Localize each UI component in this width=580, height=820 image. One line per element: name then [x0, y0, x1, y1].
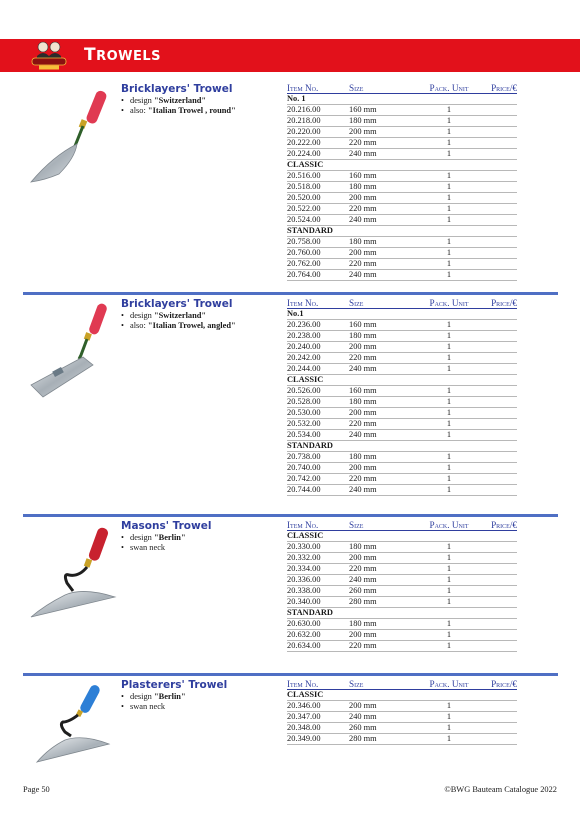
table-row	[287, 116, 517, 127]
feature-item: • design "Berlin"	[121, 692, 186, 702]
table-row	[287, 270, 517, 281]
page-title: TROWELS	[84, 45, 162, 65]
table-cell	[477, 641, 517, 652]
feature-item: • design "Switzerland"	[121, 311, 236, 321]
table-cell: 1	[421, 485, 477, 496]
table-cell: 1	[421, 342, 477, 353]
table-cell: 220 mm	[349, 474, 421, 485]
table-cell: 20.332.00	[287, 553, 349, 564]
table-cell: 20.630.00	[287, 619, 349, 630]
table-cell: 1	[421, 641, 477, 652]
table-cell: 1	[421, 237, 477, 248]
table-cell: 1	[421, 408, 477, 419]
table-cell: 1	[421, 204, 477, 215]
item-table	[287, 520, 517, 652]
table-cell: 1	[421, 734, 477, 745]
table-cell	[477, 138, 517, 149]
table-cell	[477, 171, 517, 182]
table-cell: CLASSIC	[287, 160, 517, 171]
table-cell: 1	[421, 193, 477, 204]
feature-item: • design "Berlin"	[121, 533, 186, 543]
section-separator	[23, 292, 558, 295]
table-cell: 1	[421, 575, 477, 586]
table-cell	[477, 259, 517, 270]
table-row	[287, 701, 517, 712]
table-row	[287, 364, 517, 375]
table-cell: 240 mm	[349, 270, 421, 281]
table-cell: STANDARD	[287, 226, 517, 237]
group-row	[287, 690, 517, 701]
group-row	[287, 441, 517, 452]
table-cell	[477, 485, 517, 496]
table-cell: 160 mm	[349, 105, 421, 116]
table-cell: 180 mm	[349, 331, 421, 342]
table-cell: 20.758.00	[287, 237, 349, 248]
table-cell: Item No.	[287, 679, 349, 690]
table-cell: STANDARD	[287, 441, 517, 452]
table-row	[287, 237, 517, 248]
table-row	[287, 149, 517, 160]
table-cell: 1	[421, 564, 477, 575]
table-cell	[477, 408, 517, 419]
table-cell: 240 mm	[349, 364, 421, 375]
table-row	[287, 641, 517, 652]
table-row	[287, 463, 517, 474]
table-cell: 160 mm	[349, 320, 421, 331]
table-header-row	[287, 520, 517, 531]
table-cell: 1	[421, 331, 477, 342]
table-cell	[477, 474, 517, 485]
page-number: Page 50	[23, 785, 50, 794]
table-cell: 280 mm	[349, 597, 421, 608]
table-cell: 20.349.00	[287, 734, 349, 745]
table-cell: 1	[421, 630, 477, 641]
table-row	[287, 127, 517, 138]
table-cell	[477, 105, 517, 116]
table-cell: 180 mm	[349, 237, 421, 248]
table-cell: 20.528.00	[287, 397, 349, 408]
table-cell	[477, 452, 517, 463]
table-header-row	[287, 679, 517, 690]
table-cell	[477, 116, 517, 127]
table-cell: Size	[349, 298, 421, 309]
table-row	[287, 474, 517, 485]
table-cell: 180 mm	[349, 116, 421, 127]
group-row	[287, 94, 517, 105]
table-row	[287, 397, 517, 408]
table-cell: 20.224.00	[287, 149, 349, 160]
product-features	[121, 96, 236, 116]
table-row	[287, 723, 517, 734]
table-cell: 240 mm	[349, 712, 421, 723]
table-cell: 20.244.00	[287, 364, 349, 375]
item-table	[287, 298, 517, 496]
table-cell	[477, 342, 517, 353]
table-cell: 1	[421, 452, 477, 463]
table-cell	[477, 701, 517, 712]
table-row	[287, 485, 517, 496]
table-cell: 20.534.00	[287, 430, 349, 441]
table-cell: 180 mm	[349, 397, 421, 408]
table-cell	[477, 397, 517, 408]
table-cell: Item No.	[287, 298, 349, 309]
table-cell	[477, 248, 517, 259]
table-cell: 20.222.00	[287, 138, 349, 149]
table-cell: 1	[421, 127, 477, 138]
table-cell: 1	[421, 171, 477, 182]
table-cell: 20.738.00	[287, 452, 349, 463]
item-table	[287, 679, 517, 745]
table-cell: 240 mm	[349, 149, 421, 160]
table-row	[287, 586, 517, 597]
table-row	[287, 215, 517, 226]
table-cell	[477, 419, 517, 430]
bwg-bauteam-logo-icon	[28, 40, 70, 71]
table-cell	[477, 712, 517, 723]
table-cell	[477, 270, 517, 281]
table-cell: 20.220.00	[287, 127, 349, 138]
table-row	[287, 204, 517, 215]
table-cell: 240 mm	[349, 430, 421, 441]
table-row	[287, 138, 517, 149]
product-title: Masons' Trowel	[121, 520, 212, 532]
table-cell: 220 mm	[349, 138, 421, 149]
table-row	[287, 712, 517, 723]
table-cell: 220 mm	[349, 259, 421, 270]
table-cell: 20.218.00	[287, 116, 349, 127]
table-cell: 200 mm	[349, 127, 421, 138]
table-row	[287, 734, 517, 745]
table-cell: 1	[421, 542, 477, 553]
table-cell: 1	[421, 723, 477, 734]
table-cell	[477, 353, 517, 364]
product-title: Bricklayers' Trowel	[121, 298, 233, 310]
table-cell: 20.348.00	[287, 723, 349, 734]
table-cell: 20.634.00	[287, 641, 349, 652]
table-cell	[477, 564, 517, 575]
product-features	[121, 692, 186, 712]
table-cell: Pack. Unit	[421, 679, 477, 690]
table-row	[287, 386, 517, 397]
table-row	[287, 259, 517, 270]
table-cell: Price/€	[477, 520, 517, 531]
table-cell: 20.530.00	[287, 408, 349, 419]
col-size: Size	[349, 83, 421, 94]
table-cell: 1	[421, 397, 477, 408]
table-header-row	[287, 83, 517, 94]
table-cell: 1	[421, 364, 477, 375]
table-cell: 200 mm	[349, 342, 421, 353]
table-cell: 200 mm	[349, 248, 421, 259]
table-cell: Item No.	[287, 520, 349, 531]
table-cell	[477, 331, 517, 342]
group-row	[287, 375, 517, 386]
table-row	[287, 619, 517, 630]
table-cell: 240 mm	[349, 215, 421, 226]
table-cell	[477, 575, 517, 586]
table-cell	[477, 149, 517, 160]
table-cell: 20.346.00	[287, 701, 349, 712]
col-price: Price/€	[477, 83, 517, 94]
table-cell: 1	[421, 105, 477, 116]
table-cell: 20.347.00	[287, 712, 349, 723]
table-cell: CLASSIC	[287, 531, 517, 542]
feature-item: • design "Switzerland"	[121, 96, 236, 106]
table-cell: 20.242.00	[287, 353, 349, 364]
section-separator	[23, 673, 558, 676]
table-cell: 20.240.00	[287, 342, 349, 353]
table-cell: 1	[421, 270, 477, 281]
table-cell: 1	[421, 320, 477, 331]
table-cell	[477, 597, 517, 608]
bricklayers-trowel-round-icon	[23, 88, 123, 198]
table-cell: Price/€	[477, 298, 517, 309]
table-cell: 20.236.00	[287, 320, 349, 331]
table-row	[287, 353, 517, 364]
table-row	[287, 408, 517, 419]
feature-item: • swan neck	[121, 702, 186, 712]
group-row	[287, 309, 517, 320]
table-cell	[477, 430, 517, 441]
table-cell: 20.532.00	[287, 419, 349, 430]
table-cell: 220 mm	[349, 353, 421, 364]
table-cell: 180 mm	[349, 182, 421, 193]
table-cell: 20.524.00	[287, 215, 349, 226]
table-cell: 1	[421, 138, 477, 149]
table-cell: 200 mm	[349, 408, 421, 419]
table-cell	[477, 619, 517, 630]
table-row	[287, 564, 517, 575]
table-cell: 200 mm	[349, 463, 421, 474]
feature-item: • also: "Italian Trowel , round"	[121, 106, 236, 116]
table-cell: 200 mm	[349, 193, 421, 204]
table-cell: No.1	[287, 309, 517, 320]
table-row	[287, 553, 517, 564]
table-cell	[477, 364, 517, 375]
table-cell: 1	[421, 419, 477, 430]
table-cell	[477, 204, 517, 215]
table-row	[287, 331, 517, 342]
table-cell: Pack. Unit	[421, 520, 477, 531]
table-cell: 20.742.00	[287, 474, 349, 485]
table-cell	[477, 734, 517, 745]
group-row	[287, 531, 517, 542]
table-row	[287, 182, 517, 193]
table-cell: 180 mm	[349, 619, 421, 630]
table-cell: 1	[421, 597, 477, 608]
table-cell: CLASSIC	[287, 375, 517, 386]
table-cell: 20.238.00	[287, 331, 349, 342]
table-row	[287, 171, 517, 182]
table-cell	[477, 553, 517, 564]
table-cell: 20.526.00	[287, 386, 349, 397]
table-cell: 280 mm	[349, 734, 421, 745]
table-cell: 200 mm	[349, 701, 421, 712]
table-cell: 1	[421, 701, 477, 712]
table-cell: Size	[349, 520, 421, 531]
table-cell: 20.518.00	[287, 182, 349, 193]
table-cell	[477, 463, 517, 474]
table-cell: 160 mm	[349, 171, 421, 182]
table-cell: 260 mm	[349, 586, 421, 597]
table-cell: CLASSIC	[287, 690, 517, 701]
table-cell: 20.336.00	[287, 575, 349, 586]
table-cell	[477, 127, 517, 138]
table-cell: 20.632.00	[287, 630, 349, 641]
table-cell: 260 mm	[349, 723, 421, 734]
table-cell: 180 mm	[349, 452, 421, 463]
table-cell: 20.740.00	[287, 463, 349, 474]
table-cell: 1	[421, 353, 477, 364]
product-features	[121, 311, 236, 331]
table-cell: 1	[421, 463, 477, 474]
table-cell: Size	[349, 679, 421, 690]
table-cell	[477, 586, 517, 597]
table-row	[287, 419, 517, 430]
plasterers-trowel-icon	[23, 682, 123, 772]
table-cell: 220 mm	[349, 204, 421, 215]
table-cell: 20.516.00	[287, 171, 349, 182]
table-row	[287, 105, 517, 116]
table-cell: 1	[421, 619, 477, 630]
table-cell	[477, 386, 517, 397]
product-features	[121, 533, 186, 553]
product-title: Plasterers' Trowel	[121, 679, 228, 691]
col-item-no: Item No.	[287, 83, 349, 94]
table-cell: 20.760.00	[287, 248, 349, 259]
table-cell: 20.520.00	[287, 193, 349, 204]
table-cell: 160 mm	[349, 386, 421, 397]
table-cell: 1	[421, 386, 477, 397]
table-cell: 20.764.00	[287, 270, 349, 281]
table-cell: 1	[421, 149, 477, 160]
table-cell: 240 mm	[349, 485, 421, 496]
bricklayers-trowel-angled-icon	[23, 303, 123, 413]
table-row	[287, 248, 517, 259]
item-table	[287, 83, 517, 281]
table-cell: 220 mm	[349, 641, 421, 652]
table-cell: 1	[421, 116, 477, 127]
group-row	[287, 160, 517, 171]
group-row	[287, 608, 517, 619]
table-cell	[477, 542, 517, 553]
col-pack-unit: Pack. Unit	[421, 83, 477, 94]
feature-item: • also: "Italian Trowel, angled"	[121, 321, 236, 331]
table-cell: 1	[421, 259, 477, 270]
table-cell: No. 1	[287, 94, 517, 105]
table-cell: 1	[421, 553, 477, 564]
table-cell	[477, 630, 517, 641]
masons-trowel-icon	[23, 525, 123, 635]
table-cell	[477, 723, 517, 734]
table-cell: 200 mm	[349, 553, 421, 564]
table-cell	[477, 237, 517, 248]
table-row	[287, 542, 517, 553]
table-cell	[477, 182, 517, 193]
footer-copyright: ©BWG Bauteam Catalogue 2022	[444, 785, 557, 794]
table-cell: Price/€	[477, 679, 517, 690]
table-cell: STANDARD	[287, 608, 517, 619]
table-cell: 20.216.00	[287, 105, 349, 116]
table-cell	[477, 215, 517, 226]
table-cell: 1	[421, 248, 477, 259]
table-header-row	[287, 298, 517, 309]
table-cell: 220 mm	[349, 419, 421, 430]
table-cell: 1	[421, 474, 477, 485]
table-cell: 200 mm	[349, 630, 421, 641]
table-row	[287, 630, 517, 641]
table-cell: Pack. Unit	[421, 298, 477, 309]
table-cell: 1	[421, 586, 477, 597]
table-cell: 20.522.00	[287, 204, 349, 215]
table-cell	[477, 320, 517, 331]
table-cell: 1	[421, 215, 477, 226]
group-row	[287, 226, 517, 237]
table-cell: 20.340.00	[287, 597, 349, 608]
product-title: Bricklayers' Trowel	[121, 83, 233, 95]
table-cell: 20.330.00	[287, 542, 349, 553]
table-cell: 1	[421, 182, 477, 193]
table-row	[287, 320, 517, 331]
table-cell: 1	[421, 712, 477, 723]
table-row	[287, 575, 517, 586]
table-cell: 1	[421, 430, 477, 441]
table-cell: 20.762.00	[287, 259, 349, 270]
table-cell: 20.338.00	[287, 586, 349, 597]
table-row	[287, 342, 517, 353]
table-cell: 20.744.00	[287, 485, 349, 496]
table-row	[287, 430, 517, 441]
table-cell	[477, 193, 517, 204]
table-cell: 20.334.00	[287, 564, 349, 575]
table-cell: 180 mm	[349, 542, 421, 553]
section-separator	[23, 514, 558, 517]
table-row	[287, 193, 517, 204]
feature-item: • swan neck	[121, 543, 186, 553]
table-cell: 240 mm	[349, 575, 421, 586]
table-row	[287, 452, 517, 463]
table-cell: 220 mm	[349, 564, 421, 575]
table-row	[287, 597, 517, 608]
